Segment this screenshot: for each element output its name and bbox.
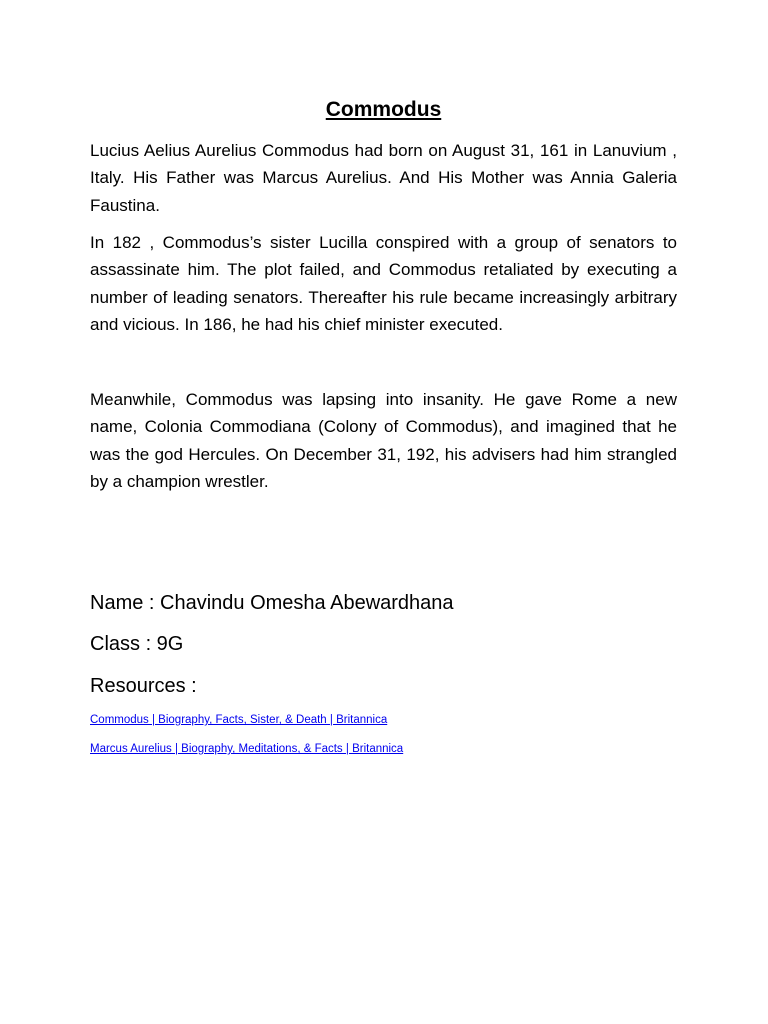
resource-link-commodus[interactable]: Commodus | Biography, Facts, Sister, & Death | Britannica — [90, 714, 388, 726]
author-name: Name : Chavindu Omesha Abewardhana — [90, 592, 454, 614]
paragraph-birth: Lucius Aelius Aurelius Commodus had born on August 31, 161 in Lanuvium , Italy. His Father was Marcus Aurelius. And His Mother was Annia Galeria Faustina. — [90, 141, 677, 215]
paragraph-insanity: Meanwhile, Commodus was lapsing into insanity. He gave Rome a new name, Colonia Commodiana (Colony of Commodus), and imagined that he was the god Hercules. On December 31, 192, his advisers had him strangled by a champion wrestler. — [90, 390, 677, 491]
resource-link-marcus-aurelius[interactable]: Marcus Aurelius | Biography, Meditations, & Facts | Britannica — [90, 743, 404, 755]
author-class: Class : 9G — [90, 633, 184, 655]
resources-heading: Resources : — [90, 675, 197, 697]
document-title: Commodus — [325, 98, 442, 121]
paragraph-conspiracy: In 182 , Commodus’s sister Lucilla conspired with a group of senators to assassinate him. The plot failed, and Commodus retaliated by executing a number of leading senators. Thereafter his rule became increasingly arbitrary and vicious. In 186, he had his chief minister executed. — [90, 233, 677, 334]
